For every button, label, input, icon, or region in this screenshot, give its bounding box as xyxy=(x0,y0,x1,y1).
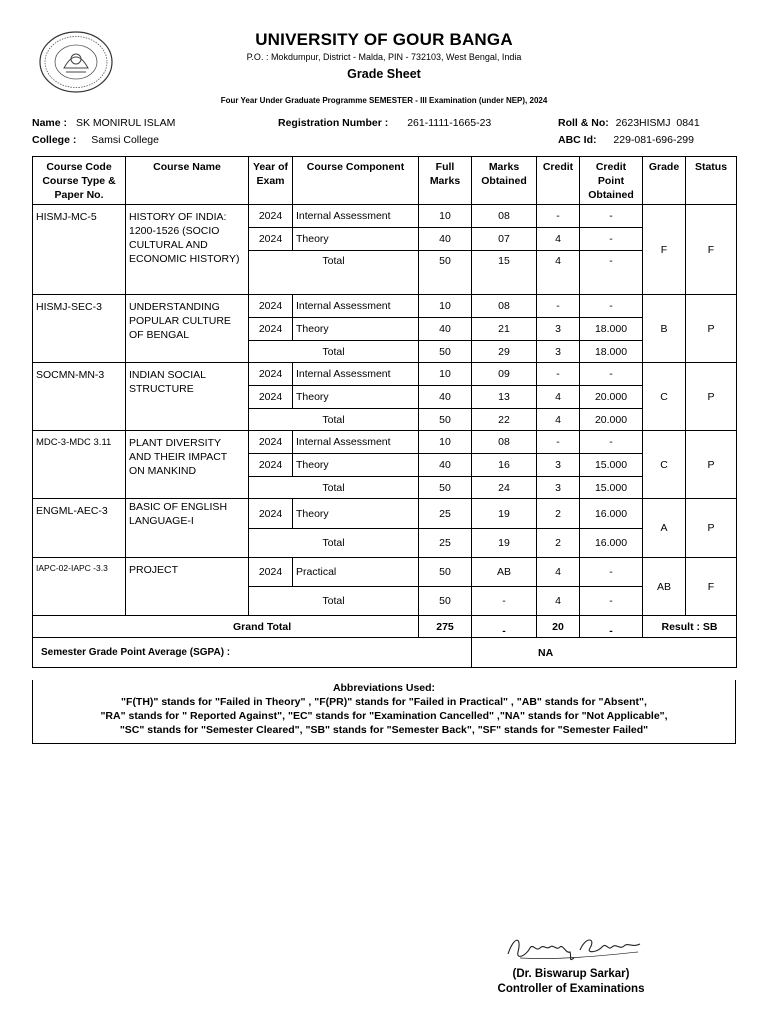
course-name: HISTORY OF INDIA: 1200-1526 (SOCIO CULTURAL AND ECONOMIC HISTORY) xyxy=(126,205,249,295)
header-full-marks: Full Marks xyxy=(419,157,472,205)
total-label: Total xyxy=(249,477,419,499)
roll-label: Roll & No: xyxy=(558,117,609,129)
roll-number: 2623HISMJ 0841 xyxy=(615,117,700,129)
component: Internal Assessment xyxy=(293,431,419,454)
credit-point: - xyxy=(580,228,643,251)
year: 2024 xyxy=(249,499,293,529)
total-full-marks: 50 xyxy=(419,587,472,616)
total-marks-obtained: 24 xyxy=(472,477,537,499)
abbreviations-line-3: "SC" stands for "Semester Cleared", "SB" stands for "Semester Back", "SF" stands for "Semester Failed" xyxy=(119,724,649,736)
component: Theory xyxy=(293,499,419,529)
course-code: ENGML-AEC-3 xyxy=(33,499,126,558)
full-marks: 50 xyxy=(419,558,472,587)
header-credit-point: Credit Point Obtained xyxy=(580,157,643,205)
credit: - xyxy=(537,295,580,318)
grand-total-label: Grand Total xyxy=(33,616,419,638)
total-full-marks: 50 xyxy=(419,477,472,499)
grade: B xyxy=(643,295,686,363)
abc-id: 229-081-696-299 xyxy=(613,134,694,146)
signature-mark xyxy=(500,930,650,966)
course-code: HISMJ-SEC-3 xyxy=(33,295,126,363)
header-credit: Credit xyxy=(537,157,580,205)
table-header-row xyxy=(33,157,737,205)
total-marks-obtained: - xyxy=(472,587,537,616)
marks-obtained: 09 xyxy=(472,363,537,386)
abbreviations-line-1: "F(TH)" stands for "Failed in Theory" , "F(PR)" stands for "Failed in Practical" , "AB" stands for "Absent", xyxy=(121,696,647,708)
total-credit: 3 xyxy=(537,341,580,363)
sgpa-row xyxy=(33,638,737,668)
component: Theory xyxy=(293,386,419,409)
exam-title: Four Year Under Graduate Programme SEMESTER - III Examination (under NEP), 2024 xyxy=(220,96,548,105)
credit: - xyxy=(537,363,580,386)
course-code: MDC-3-MDC 3.11 xyxy=(33,431,126,499)
full-marks: 25 xyxy=(419,499,472,529)
signatory-name: (Dr. Biswarup Sarkar) xyxy=(512,968,630,980)
component: Theory xyxy=(293,454,419,477)
total-full-marks: 50 xyxy=(419,251,472,295)
university-name: UNIVERSITY OF GOUR BANGA xyxy=(255,30,513,49)
marks-obtained: 08 xyxy=(472,205,537,228)
marks-obtained: 19 xyxy=(472,499,537,529)
registration-row xyxy=(278,117,491,129)
full-marks: 40 xyxy=(419,386,472,409)
total-label: Total xyxy=(249,587,419,616)
total-full-marks: 50 xyxy=(419,341,472,363)
year: 2024 xyxy=(249,363,293,386)
year: 2024 xyxy=(249,205,293,228)
year: 2024 xyxy=(249,431,293,454)
total-full-marks: 50 xyxy=(419,409,472,431)
course-code: HISMJ-MC-5 xyxy=(33,205,126,295)
credit-point: - xyxy=(580,363,643,386)
full-marks: 40 xyxy=(419,454,472,477)
document-title: Grade Sheet xyxy=(347,67,421,81)
course-name: UNDERSTANDING POPULAR CULTURE OF BENGAL xyxy=(126,295,249,363)
total-label: Total xyxy=(249,341,419,363)
year: 2024 xyxy=(249,558,293,587)
result: Result : SB xyxy=(643,616,737,638)
student-name-row xyxy=(32,117,175,129)
credit: 4 xyxy=(537,228,580,251)
student-name: SK MONIRUL ISLAM xyxy=(75,117,176,129)
total-label: Total xyxy=(249,251,419,295)
credit-point: - xyxy=(580,431,643,454)
header-grade: Grade xyxy=(643,157,686,205)
header-year: Year of Exam xyxy=(249,157,293,205)
full-marks: 40 xyxy=(419,228,472,251)
college-row xyxy=(32,134,159,146)
component: Internal Assessment xyxy=(293,205,419,228)
header-status: Status xyxy=(686,157,737,205)
marks-obtained: 16 xyxy=(472,454,537,477)
course-name: INDIAN SOCIAL STRUCTURE xyxy=(126,363,249,431)
component: Theory xyxy=(293,318,419,341)
marks-obtained: 21 xyxy=(472,318,537,341)
header-course-code: Course Code Course Type & Paper No. xyxy=(33,157,126,205)
total-label: Total xyxy=(249,409,419,431)
abbreviations-title: Abbreviations Used: xyxy=(332,682,436,694)
signatory-block xyxy=(470,967,672,997)
status: P xyxy=(686,363,737,431)
full-marks: 10 xyxy=(419,295,472,318)
year: 2024 xyxy=(249,228,293,251)
abbreviations-box xyxy=(32,680,736,744)
status: F xyxy=(686,558,737,616)
grand-total-obtained: - xyxy=(472,616,537,638)
marks-obtained: 08 xyxy=(472,431,537,454)
credit: 3 xyxy=(537,318,580,341)
credit-point: - xyxy=(580,558,643,587)
credit-point: 18.000 xyxy=(580,318,643,341)
marks-obtained: AB xyxy=(472,558,537,587)
sgpa-value: NA xyxy=(472,638,737,668)
credit: 4 xyxy=(537,558,580,587)
year: 2024 xyxy=(249,318,293,341)
total-credit: 4 xyxy=(537,409,580,431)
status: F xyxy=(686,205,737,295)
total-credit-point: 20.000 xyxy=(580,409,643,431)
grand-total-credit-point: - xyxy=(580,616,643,638)
registration-label: Registration Number : xyxy=(278,117,389,129)
credit-point: 15.000 xyxy=(580,454,643,477)
credit: 4 xyxy=(537,386,580,409)
abc-row xyxy=(558,134,694,146)
total-credit-point: - xyxy=(580,251,643,295)
grade: F xyxy=(643,205,686,295)
grand-total-full-marks: 275 xyxy=(419,616,472,638)
university-address: P.O. : Mokdumpur, District - Malda, PIN - 732103, West Bengal, India xyxy=(246,52,522,62)
college-label: College : xyxy=(32,134,77,146)
table-row xyxy=(33,499,737,529)
credit: - xyxy=(537,431,580,454)
grand-total-credit: 20 xyxy=(537,616,580,638)
course-name: BASIC OF ENGLISH LANGUAGE-I xyxy=(126,499,249,558)
total-full-marks: 25 xyxy=(419,529,472,558)
total-credit-point: 18.000 xyxy=(580,341,643,363)
component: Theory xyxy=(293,228,419,251)
year: 2024 xyxy=(249,454,293,477)
credit-point: 20.000 xyxy=(580,386,643,409)
grand-total-row xyxy=(33,616,737,638)
full-marks: 10 xyxy=(419,205,472,228)
header-component: Course Component xyxy=(293,157,419,205)
component: Internal Assessment xyxy=(293,295,419,318)
grade: C xyxy=(643,431,686,499)
total-credit-point: - xyxy=(580,587,643,616)
status: P xyxy=(686,431,737,499)
header-course-name: Course Name xyxy=(126,157,249,205)
credit: - xyxy=(537,205,580,228)
status: P xyxy=(686,295,737,363)
college-name: Samsi College xyxy=(91,134,159,146)
credit: 2 xyxy=(537,499,580,529)
total-marks-obtained: 29 xyxy=(472,341,537,363)
grade: A xyxy=(643,499,686,558)
total-credit: 2 xyxy=(537,529,580,558)
full-marks: 10 xyxy=(419,363,472,386)
header-marks-obtained: Marks Obtained xyxy=(472,157,537,205)
total-credit: 4 xyxy=(537,587,580,616)
credit-point: - xyxy=(580,205,643,228)
marks-obtained: 07 xyxy=(472,228,537,251)
grade: C xyxy=(643,363,686,431)
total-marks-obtained: 15 xyxy=(472,251,537,295)
status: P xyxy=(686,499,737,558)
component: Practical xyxy=(293,558,419,587)
course-name: PROJECT xyxy=(126,558,249,616)
table-row xyxy=(33,363,737,386)
total-label: Total xyxy=(249,529,419,558)
marks-obtained: 08 xyxy=(472,295,537,318)
credit: 3 xyxy=(537,454,580,477)
total-marks-obtained: 22 xyxy=(472,409,537,431)
course-name: PLANT DIVERSITY AND THEIR IMPACT ON MANKIND xyxy=(126,431,249,499)
grade: AB xyxy=(643,558,686,616)
total-marks-obtained: 19 xyxy=(472,529,537,558)
total-credit: 4 xyxy=(537,251,580,295)
marks-obtained: 13 xyxy=(472,386,537,409)
course-code: SOCMN-MN-3 xyxy=(33,363,126,431)
name-label: Name : xyxy=(32,117,68,129)
abc-label: ABC Id: xyxy=(558,134,597,146)
year: 2024 xyxy=(249,295,293,318)
roll-row xyxy=(558,117,700,129)
full-marks: 10 xyxy=(419,431,472,454)
total-credit-point: 16.000 xyxy=(580,529,643,558)
table-row xyxy=(33,295,737,318)
abbreviations-line-2: "RA" stands for " Reported Against", "EC" stands for "Examination Cancelled" ,"NA" stands for "Not Applicable", xyxy=(100,710,668,722)
year: 2024 xyxy=(249,386,293,409)
credit-point: 16.000 xyxy=(580,499,643,529)
grade-table xyxy=(32,156,737,668)
total-credit: 3 xyxy=(537,477,580,499)
full-marks: 40 xyxy=(419,318,472,341)
table-row xyxy=(33,205,737,228)
signatory-designation: Controller of Examinations xyxy=(497,983,645,995)
registration-number: 261-1111-1665-23 xyxy=(407,117,492,129)
course-code: IAPC-02-IAPC -3.3 xyxy=(33,558,126,616)
component: Internal Assessment xyxy=(293,363,419,386)
sgpa-label: Semester Grade Point Average (SGPA) : xyxy=(33,638,472,668)
table-row xyxy=(33,431,737,454)
total-credit-point: 15.000 xyxy=(580,477,643,499)
credit-point: - xyxy=(580,295,643,318)
table-row xyxy=(33,558,737,587)
